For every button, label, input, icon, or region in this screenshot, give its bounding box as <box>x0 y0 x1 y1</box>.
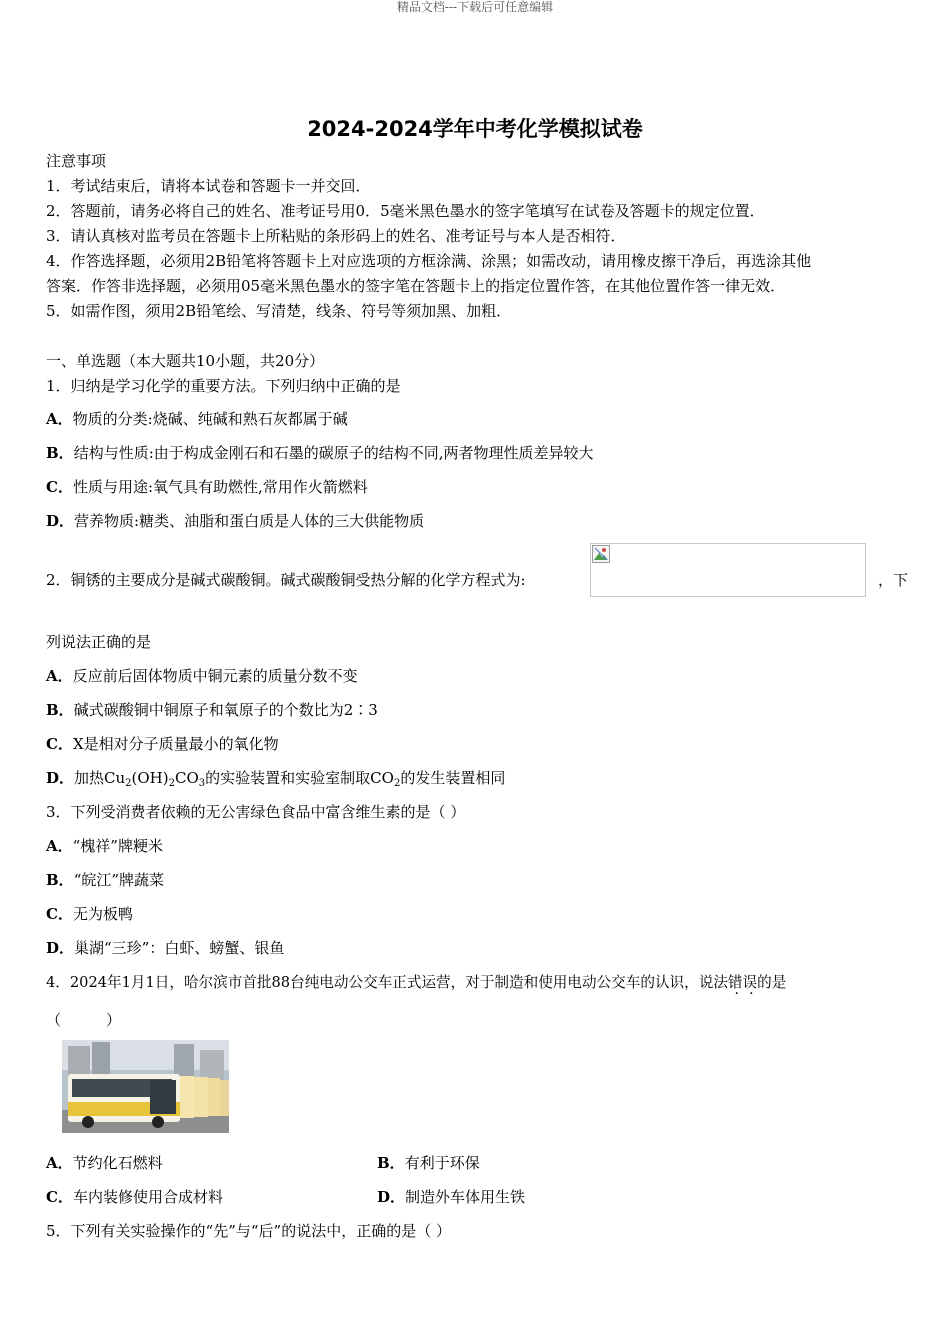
q4-option-a <box>46 1154 163 1172</box>
question-4-stem: 4．2024年1月1日，哈尔滨市首批88台纯电动公交车正式运营，对于制造和使用电动公交车的认识，说法错误的是 <box>46 974 787 991</box>
question-2-stem-cont: 列说法正确的是 <box>46 633 152 651</box>
q2-option-c <box>46 735 279 753</box>
notice-item-4-cont: 答案．作答非选择题，必须用05毫米黑色墨水的签字笔在答题卡上的指定位置作答，在其他位置作答一律无效． <box>46 277 786 295</box>
option-text: 有利于环保 <box>404 1154 480 1172</box>
option-label: C． <box>46 905 73 923</box>
notice-item-3: 3．请认真核对监考员在答题卡上所粘贴的条形码上的姓名、准考证号与本人是否相符． <box>46 227 626 245</box>
question-2-stem-tail: ，下 <box>878 571 909 589</box>
broken-image-icon <box>592 545 610 563</box>
q2-option-b <box>46 701 378 719</box>
q1-option-b <box>46 444 594 462</box>
q2-option-a <box>46 667 358 685</box>
question-2-stem: 2．铜锈的主要成分是碱式碳酸铜。碱式碳酸铜受热分解的化学方程式为: <box>46 571 526 589</box>
option-label: B． <box>46 444 74 462</box>
electric-bus-photo <box>62 1040 229 1133</box>
question-5-stem: 5．下列有关实验操作的“先”与“后”的说法中，正确的是（ ） <box>46 1222 451 1240</box>
q4-option-d <box>377 1188 525 1206</box>
option-label: D． <box>46 512 75 530</box>
option-text: 节约化石燃料 <box>72 1154 163 1172</box>
option-label: A． <box>46 1154 73 1172</box>
option-text: 物质的分类:烧碱、纯碱和熟石灰都属于碱 <box>72 410 348 428</box>
q2-option-d <box>46 769 505 793</box>
q1-option-d <box>46 512 424 530</box>
option-label: A． <box>46 667 73 685</box>
option-label: C． <box>46 735 73 753</box>
emphasis-char: 误 <box>742 974 758 991</box>
q4-option-c <box>46 1188 223 1206</box>
question-4-blank: （ ） <box>46 1011 122 1029</box>
notice-item-5: 5．如需作图，须用2B铅笔绘、写清楚，线条、符号等须加黑、加粗． <box>46 302 512 320</box>
option-text: 加热$Cu_2(OH)_2CO_3$的实验装置和实验室制取$CO_2$的发生装置相同 <box>74 769 506 789</box>
notice-item-1: 1．考试结束后，请将本试卷和答题卡一并交回． <box>46 177 371 195</box>
q1-option-a <box>46 410 348 428</box>
option-text: X是相对分子质量最小的氧化物 <box>72 735 279 753</box>
option-text: “槐祥”牌粳米 <box>72 837 163 855</box>
option-text: 反应前后固体物质中铜元素的质量分数不变 <box>72 667 358 685</box>
emphasis-char: 错 <box>727 974 743 991</box>
option-text: 性质与用途:氧气具有助燃性,常用作火箭燃料 <box>72 478 368 496</box>
q3-option-a <box>46 837 163 855</box>
option-label: A． <box>46 837 73 855</box>
question-1-stem: 1．归纳是学习化学的重要方法。下列归纳中正确的是 <box>46 377 401 395</box>
option-text: 巢湖“三珍”：白虾、螃蟹、银鱼 <box>74 939 285 957</box>
notice-heading: 注意事项 <box>46 152 107 170</box>
option-text: “皖江”牌蔬菜 <box>73 871 165 889</box>
page-title: 2024-2024学年中考化学模拟试卷 <box>307 117 643 141</box>
section-heading: 一、单选题（本大题共10小题，共20分） <box>46 352 325 370</box>
option-label: D． <box>46 769 75 787</box>
q3-option-c <box>46 905 133 923</box>
q1-option-c <box>46 478 368 496</box>
option-text: 结构与性质:由于构成金刚石和石墨的碳原子的结构不同,两者物理性质差异较大 <box>73 444 594 462</box>
option-label: C． <box>46 1188 73 1206</box>
option-text: 车内装修使用合成材料 <box>72 1188 223 1206</box>
option-label: B． <box>377 1154 405 1172</box>
page-header: 精品文档---下载后可任意编辑 <box>396 0 554 14</box>
option-label: B． <box>46 701 74 719</box>
option-label: B． <box>46 871 74 889</box>
q3-option-b <box>46 871 164 889</box>
notice-item-4: 4．作答选择题，必须用2B铅笔将答题卡上对应选项的方框涂满、涂黑；如需改动，请用橡皮擦干净后，再选涂其他 <box>46 252 812 270</box>
notice-item-2: 2．答题前，请务必将自己的姓名、准考证号用0．5毫米黑色墨水的签字笔填写在试卷及答题卡的规定位置． <box>46 202 765 220</box>
option-text: 无为板鸭 <box>72 905 133 923</box>
option-label: C． <box>46 478 73 496</box>
option-text: 制造外车体用生铁 <box>405 1188 526 1206</box>
option-text: 碱式碳酸铜中铜原子和氧原子的个数比为2∶3 <box>73 701 378 719</box>
q3-option-d <box>46 939 284 957</box>
q4-option-b <box>377 1154 480 1172</box>
question-3-stem: 3．下列受消费者依赖的无公害绿色食品中富含维生素的是（ ） <box>46 803 466 821</box>
option-label: D． <box>46 939 75 957</box>
equation-image-placeholder <box>590 543 866 597</box>
option-text: 营养物质:糖类、油脂和蛋白质是人体的三大供能物质 <box>74 512 425 530</box>
option-label: D． <box>377 1188 406 1206</box>
option-label: A． <box>46 410 73 428</box>
